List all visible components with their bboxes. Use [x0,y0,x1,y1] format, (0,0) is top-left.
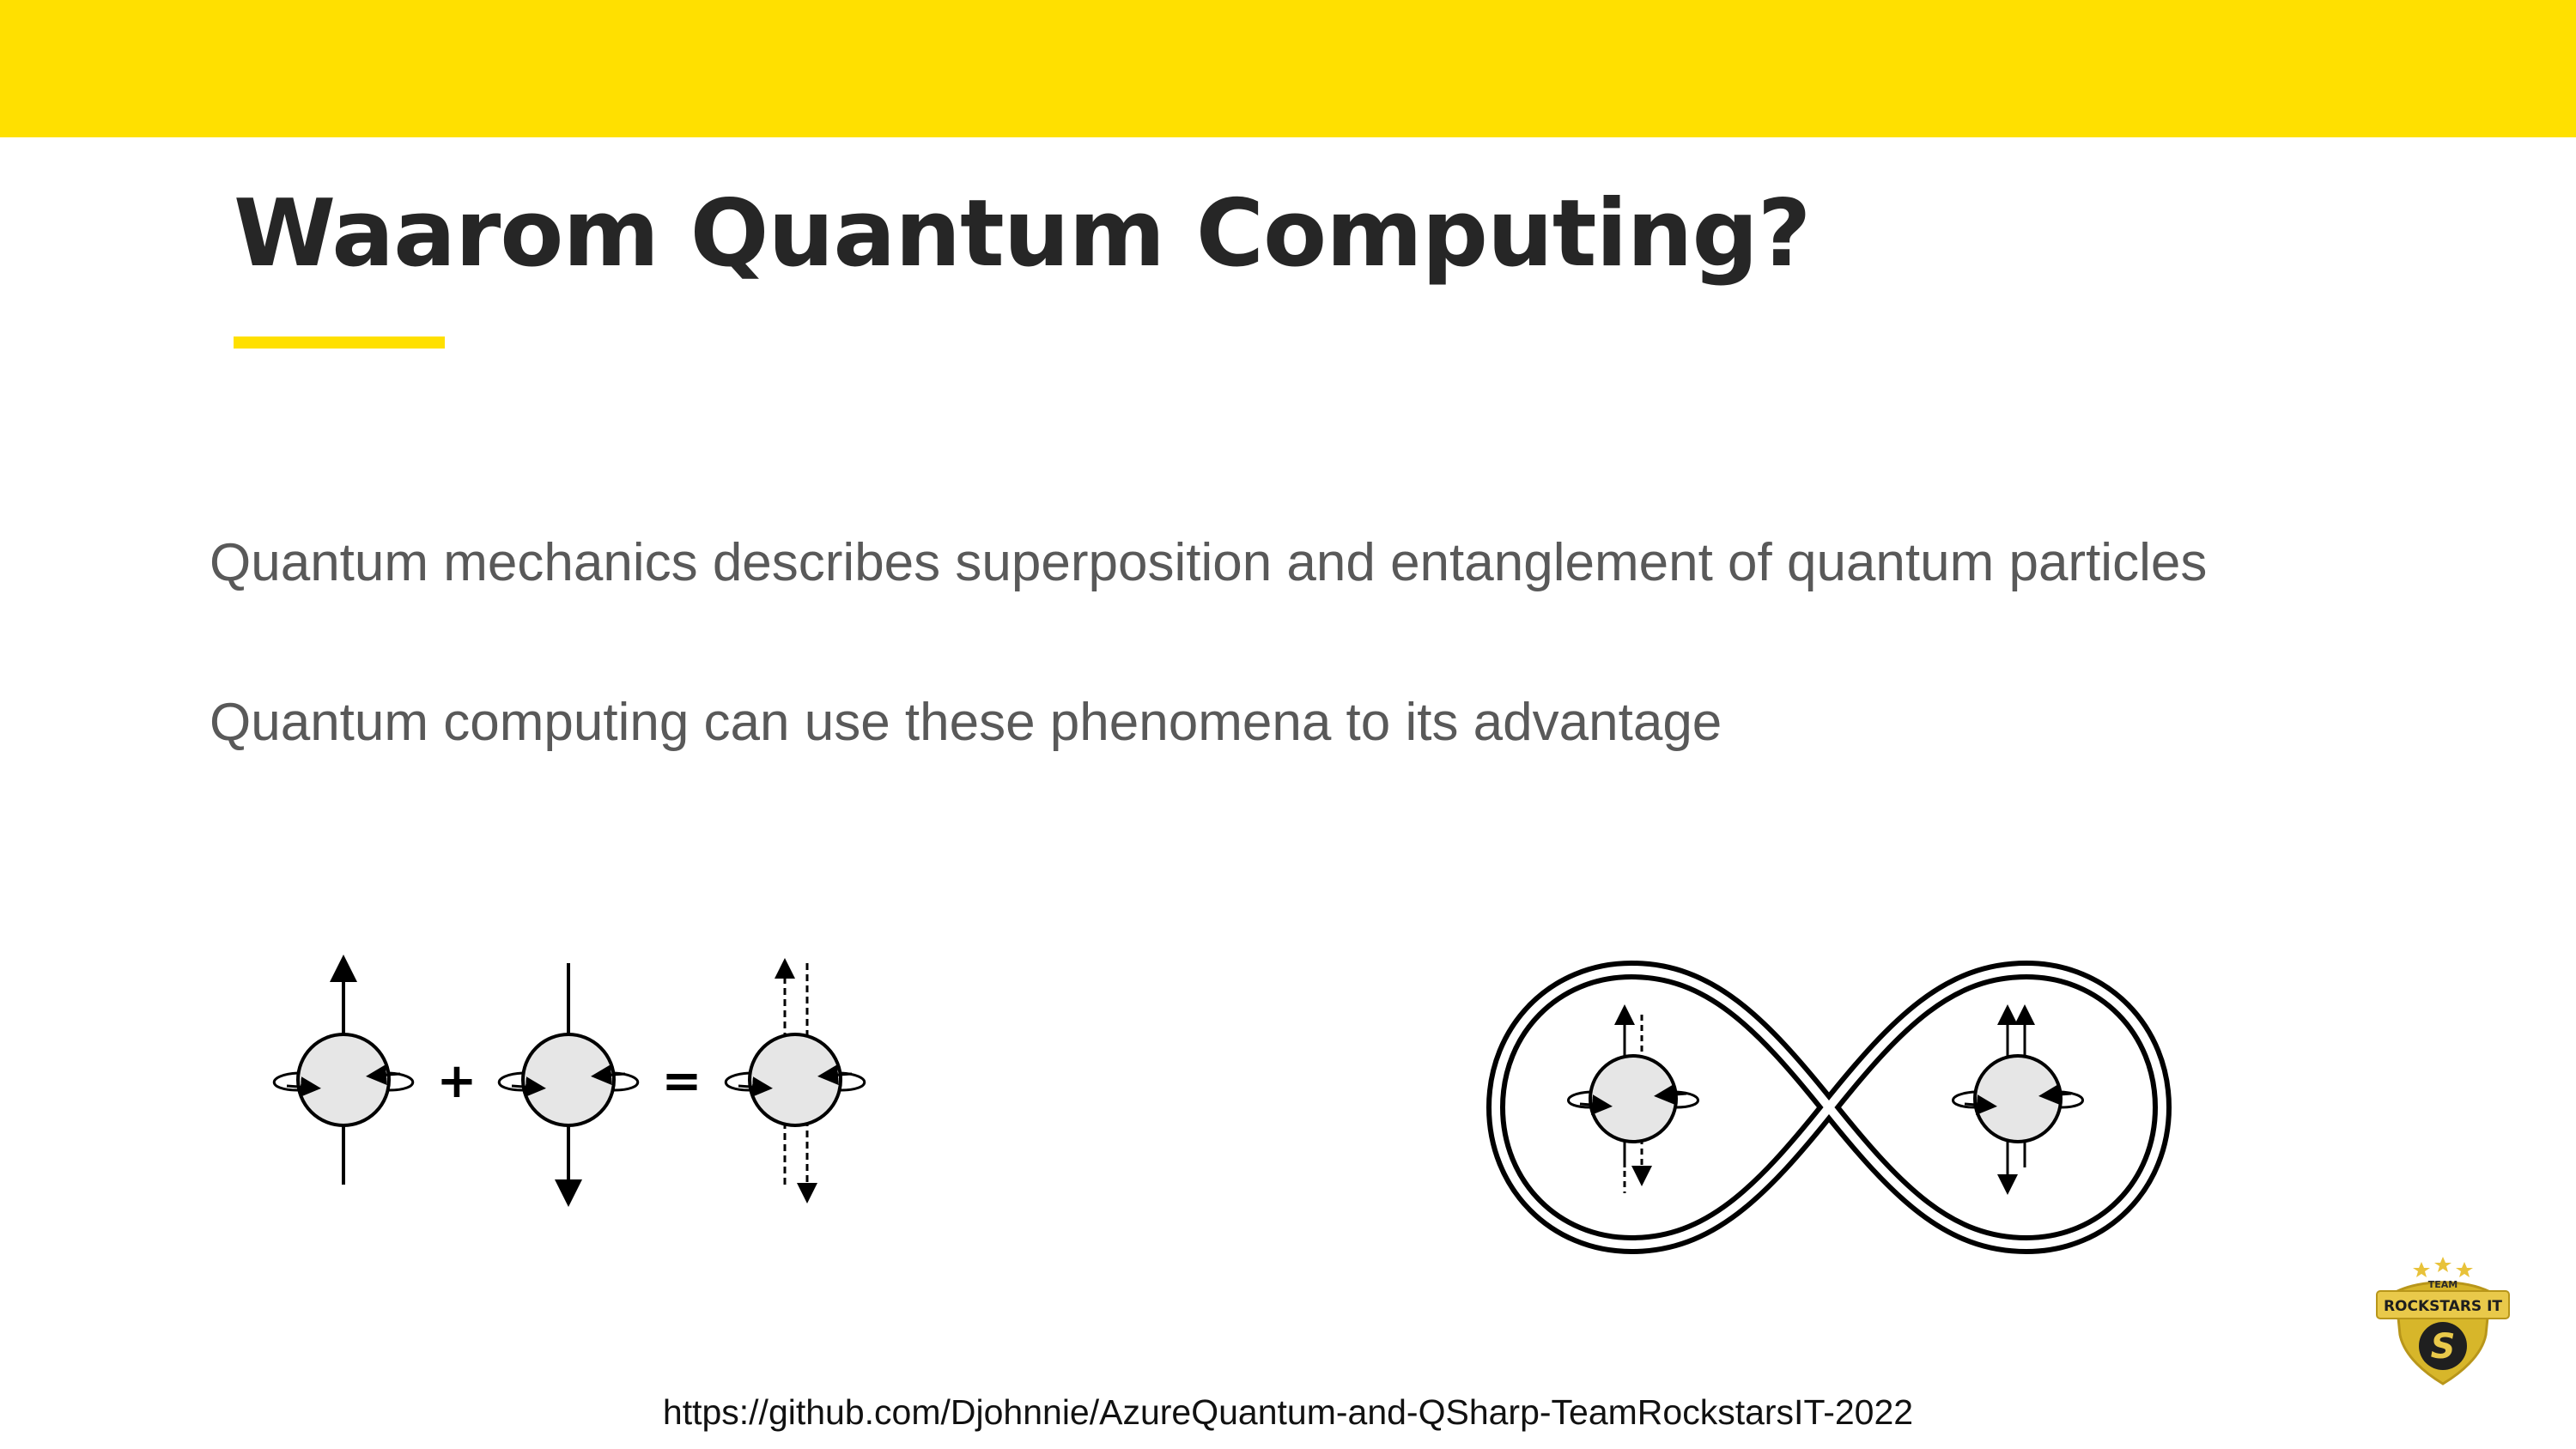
entangled-particle-left-icon [1569,1015,1698,1193]
github-link[interactable]: https://github.com/Djohnnie/AzureQuantum-and-QSharp-TeamRockstarsIT-2022 [662,1392,1914,1432]
spin-down-icon [499,963,638,1193]
equals-sign: = [661,1053,702,1109]
entangled-particle-right-icon [1953,1015,2083,1185]
entanglement-diagram [1485,953,2172,1262]
title-underline [234,336,445,349]
bullet-advantage: Quantum computing can use these phenomena to its advantage [210,693,1722,752]
superposition-diagram [258,944,893,1219]
superposed-spin-icon [726,963,865,1193]
spin-up-icon [274,968,413,1185]
page-title: Waarom Quantum Computing? [234,180,1811,288]
team-rockstars-logo [2370,1253,2516,1391]
svg-text:S: S [2430,1327,2456,1367]
bullet-superposition: Quantum mechanics describes superposition and entanglement of quantum particles [210,533,2208,592]
svg-text:TEAM: TEAM [2427,1279,2458,1290]
svg-text:ROCKSTARS IT: ROCKSTARS IT [2383,1298,2503,1315]
plus-sign: + [436,1053,477,1109]
top-accent-band [0,0,2576,137]
